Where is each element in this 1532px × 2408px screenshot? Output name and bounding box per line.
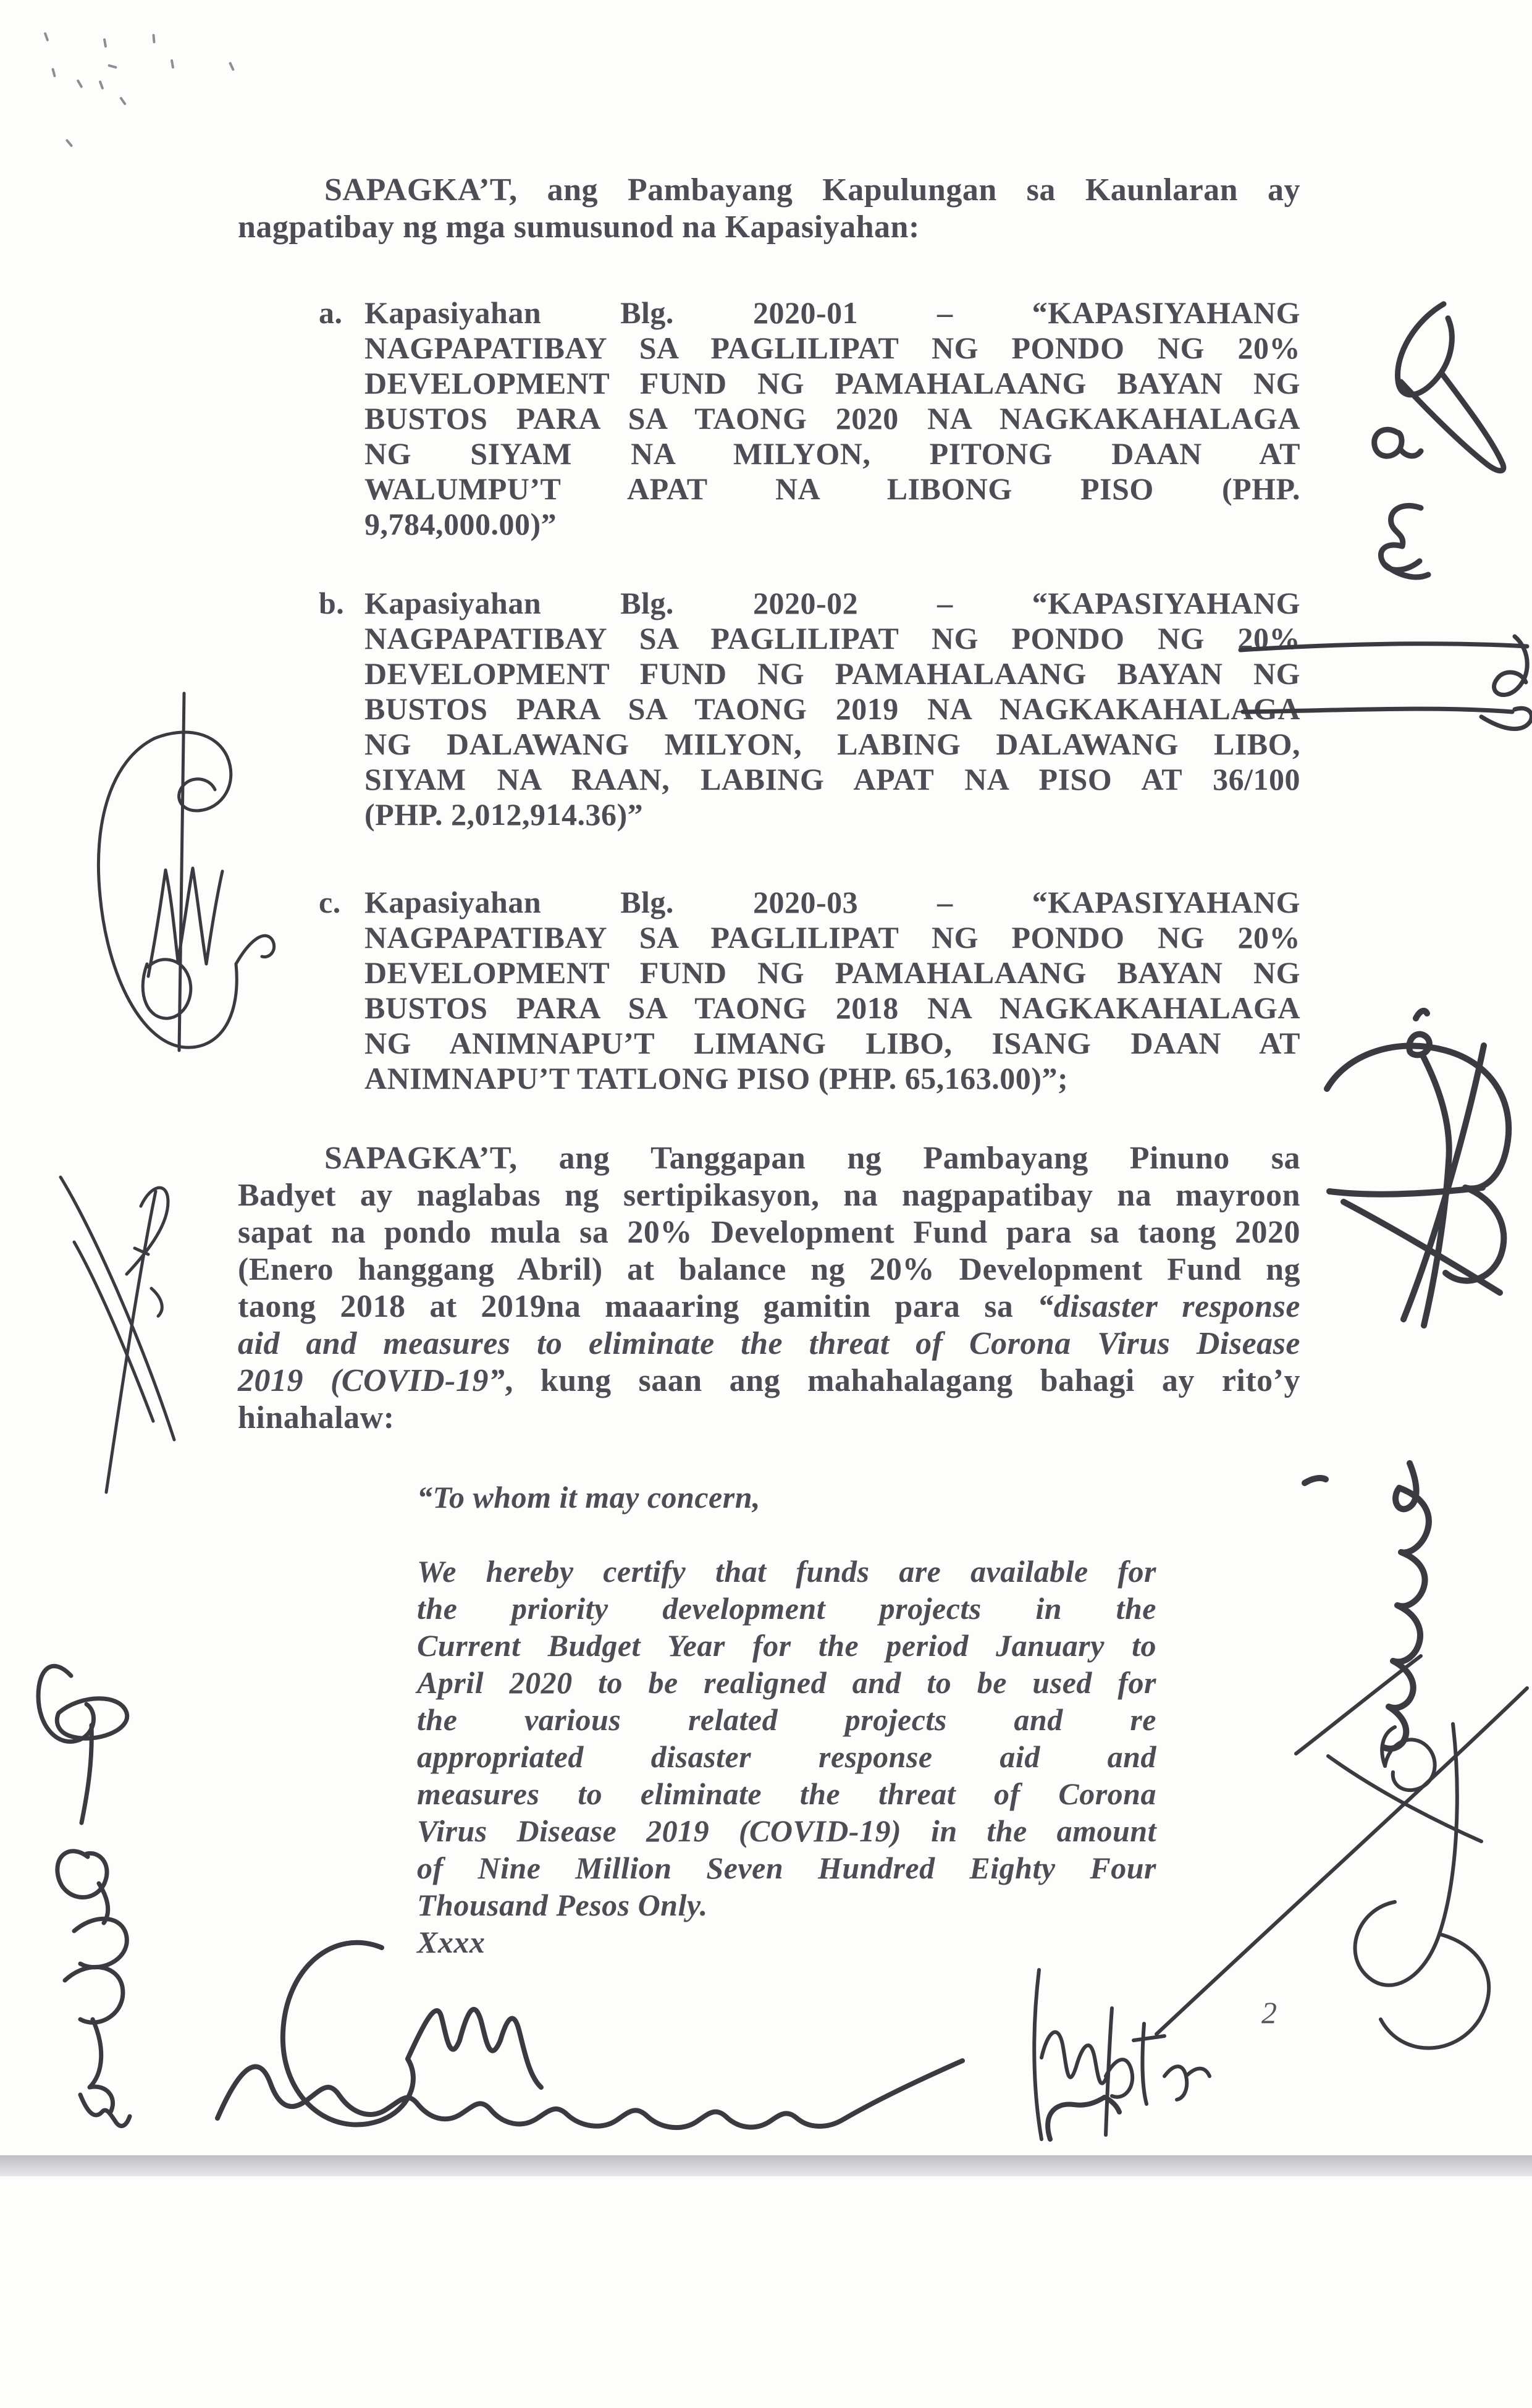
- text-segment: Kapasiyahan Blg. 2020-02 – “KAPASIYAHANG: [364, 586, 1300, 620]
- text-line: [238, 1288, 1300, 1325]
- text-segment: of Nine Million Seven Hundred Eighty Four: [417, 1851, 1156, 1885]
- text-segment: 2019 (COVID-19”: [238, 1363, 505, 1398]
- text-line: [238, 209, 1300, 246]
- list-item-c: [319, 885, 1300, 1096]
- text-segment: “To whom it may concern,: [417, 1480, 761, 1515]
- text-line: [417, 1775, 1156, 1812]
- text-segment: Kapasiyahan Blg. 2020-01 – “KAPASIYAHANG: [364, 295, 1300, 330]
- text-line: [417, 1738, 1156, 1775]
- text-line: [238, 1362, 1300, 1400]
- text-segment: Xxxx: [417, 1925, 486, 1959]
- signature-left-margin-de-juan: [38, 1666, 130, 2126]
- signature-left-margin-1: [98, 693, 274, 1050]
- text-segment: Thousand Pesos Only.: [417, 1888, 708, 1922]
- text-segment: SAPAGKA’T, ang Tanggapan ng Pambayang Pinuno sa: [324, 1141, 1300, 1176]
- list-item-marker: a.: [319, 295, 343, 330]
- text-segment: SIYAM NA RAAN, LABING APAT NA PISO AT 36/100: [364, 762, 1300, 796]
- text-line: [364, 436, 1300, 471]
- text-line: [364, 727, 1300, 762]
- text-segment: BUSTOS PARA SA TAONG 2018 NA NAGKAKAHALAGA: [364, 991, 1300, 1025]
- signature-right-margin-quote: [1296, 1463, 1481, 1841]
- text-line: [364, 955, 1300, 991]
- scan-speck: [229, 62, 235, 71]
- text-line: [364, 991, 1300, 1026]
- text-line: [364, 656, 1300, 691]
- text-segment: We hereby certify that funds are available for: [417, 1554, 1156, 1589]
- text-line: [364, 762, 1300, 797]
- text-line: [364, 366, 1300, 401]
- text-line: [364, 331, 1300, 366]
- text-line: [364, 586, 1300, 621]
- text-segment: hinahalaw:: [238, 1400, 395, 1435]
- text-segment: Current Budget Year for the period January to: [417, 1628, 1156, 1663]
- scan-speck: [99, 80, 104, 90]
- text-line: [364, 797, 1300, 832]
- text-segment: DEVELOPMENT FUND NG PAMAHALAANG BAYAN NG: [364, 955, 1300, 990]
- text-segment: NAGPAPATIBAY SA PAGLILIPAT NG PONDO NG 20%: [364, 621, 1300, 656]
- text-line: [417, 1886, 1156, 1924]
- text-segment: BUSTOS PARA SA TAONG 2020 NA NAGKAKAHALAGA: [364, 401, 1300, 436]
- list-item-b: [319, 586, 1300, 832]
- signature-left-margin-2: [61, 1177, 174, 1492]
- text-line: [364, 295, 1300, 331]
- text-segment: nagpatibay ng mga sumusunod na Kapasiyahan:: [238, 209, 920, 245]
- text-segment: BUSTOS PARA SA TAONG 2019 NA NAGKAKAHALAGA: [364, 691, 1300, 726]
- text-segment: Badyet ay naglabas ng sertipikasyon, na nagpapatibay na mayroon: [238, 1178, 1300, 1213]
- text-segment: aid and measures to eliminate the threat of Corona Virus Disease: [238, 1326, 1300, 1361]
- text-segment: appropriated disaster response aid and: [417, 1739, 1156, 1774]
- text-line: [364, 507, 1300, 542]
- text-segment: DEVELOPMENT FUND NG PAMAHALAANG BAYAN NG: [364, 366, 1300, 400]
- text-segment: sapat na pondo mula sa 20% Development Fund para sa taong 2020: [238, 1215, 1300, 1250]
- text-line: [417, 1701, 1156, 1738]
- text-segment: NAGPAPATIBAY SA PAGLILIPAT NG PONDO NG 20%: [364, 920, 1300, 955]
- text-line: [417, 1627, 1156, 1664]
- scan-speck: [103, 38, 107, 48]
- list-item-marker: b.: [319, 586, 345, 620]
- scan-speck: [152, 34, 155, 43]
- text-line: [417, 1849, 1156, 1886]
- scan-speck: [65, 138, 74, 147]
- scan-speck: [107, 64, 117, 69]
- text-segment: April 2020 to be realigned and to be used for: [417, 1665, 1156, 1700]
- text-segment: NG SIYAM NA MILYON, PITONG DAAN AT: [364, 436, 1300, 471]
- text-line: [238, 1400, 1300, 1437]
- text-segment: the various related projects and re: [417, 1702, 1156, 1737]
- text-line: [238, 172, 1300, 209]
- text-line: [364, 1026, 1300, 1061]
- text-line: [364, 885, 1300, 920]
- blockquote-certification: [417, 1479, 1156, 1961]
- text-segment: ANIMNAPU’T TATLONG PISO (PHP. 65,163.00)”;: [364, 1061, 1069, 1096]
- text-line: [238, 1251, 1300, 1288]
- scan-speck: [51, 68, 56, 78]
- page-number: 2: [1261, 1995, 1277, 2030]
- scan-speck: [77, 79, 83, 88]
- list-item-a: [319, 295, 1300, 542]
- text-segment: the priority development projects in the: [417, 1591, 1156, 1626]
- scan-speck: [119, 96, 127, 106]
- text-line: [364, 401, 1300, 436]
- text-line: [238, 1325, 1300, 1362]
- signature-bottom-wave: [217, 1943, 1119, 2139]
- text-segment: (Enero hanggang Abril) at balance ng 20% Development Fund ng: [238, 1252, 1300, 1287]
- text-line: [417, 1553, 1156, 1590]
- text-line: [364, 691, 1300, 727]
- text-line: [238, 1177, 1300, 1214]
- text-line: [417, 1479, 1156, 1516]
- scanner-edge-shadow: [0, 2155, 1532, 2176]
- text-segment: Kapasiyahan Blg. 2020-03 – “KAPASIYAHANG: [364, 885, 1300, 919]
- text-line: [417, 1516, 1156, 1553]
- text-segment: NG DALAWANG MILYON, LABING DALAWANG LIBO,: [364, 727, 1300, 761]
- signature-bottom-right: [1156, 1688, 1527, 2048]
- scan-speck: [44, 32, 49, 41]
- text-line: [364, 471, 1300, 507]
- text-segment: taong 2018 at 2019na maaaring gamitin para sa: [238, 1289, 1038, 1324]
- text-segment: Virus Disease 2019 (COVID-19) in the amount: [417, 1814, 1156, 1848]
- text-line: [417, 1812, 1156, 1849]
- text-line: [417, 1590, 1156, 1627]
- signature-right-margin-a: [1374, 304, 1504, 577]
- text-segment: measures to eliminate the threat of Corona: [417, 1776, 1156, 1811]
- text-line: [417, 1664, 1156, 1701]
- text-line: [364, 621, 1300, 656]
- text-line: [417, 1924, 1156, 1961]
- text-segment: WALUMPU’T APAT NA LIBONG PISO (PHP.: [364, 471, 1300, 506]
- text-segment: DEVELOPMENT FUND NG PAMAHALAANG BAYAN NG: [364, 656, 1300, 691]
- text-segment: “disaster response: [1037, 1289, 1300, 1324]
- paragraph-opening: [238, 172, 1300, 246]
- text-segment: (PHP. 2,012,914.36)”: [364, 797, 644, 832]
- text-line: [238, 1140, 1300, 1177]
- text-segment: , kung saan ang mahahalagang bahagi ay rito’y: [505, 1363, 1300, 1398]
- text-segment: NAGPAPATIBAY SA PAGLILIPAT NG PONDO NG 20%: [364, 331, 1300, 365]
- text-line: [364, 920, 1300, 955]
- signature-right-margin-c: [1327, 1011, 1509, 1325]
- scan-speck: [170, 59, 175, 69]
- signature-bottom-center-right: [1034, 1970, 1210, 2139]
- text-segment: NG ANIMNAPU’T LIMANG LIBO, ISANG DAAN AT: [364, 1026, 1300, 1060]
- text-line: [364, 1061, 1300, 1096]
- paragraph-certification: [238, 1140, 1300, 1437]
- text-line: [238, 1214, 1300, 1251]
- text-segment: SAPAGKA’T, ang Pambayang Kapulungan sa Kaunlaran ay: [324, 172, 1300, 208]
- text-segment: 9,784,000.00)”: [364, 507, 557, 541]
- list-item-marker: c.: [319, 885, 341, 919]
